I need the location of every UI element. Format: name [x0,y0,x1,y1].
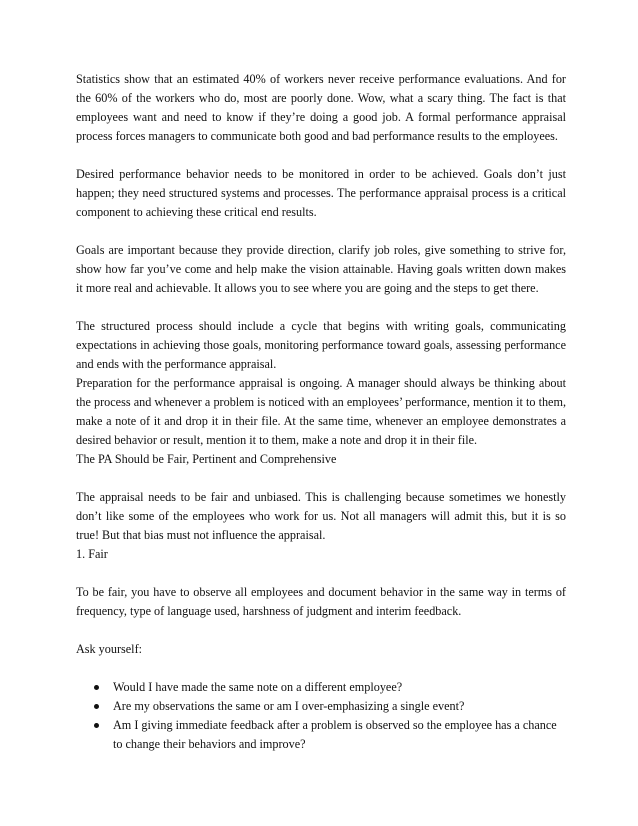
subheading-fair: 1. Fair [76,547,108,561]
question-list [76,678,566,754]
list-item [94,716,566,754]
list-item-text: Are my observations the same or am I over-emphasizing a single event? [113,699,465,713]
bullet-icon [94,685,99,690]
list-item [94,697,566,716]
list-item [94,678,566,697]
list-item-text: Am I giving immediate feedback after a problem is observed so the employee has a chance to change their behaviors and improve? [113,718,557,751]
paragraph-desired-behavior: Desired performance behavior needs to be monitored in order to be achieved. Goals don’t just happen; they need structured systems and processes. The performance appraisal process is a critical component to achieving these critical end results. [76,167,566,219]
paragraph-to-be-fair: To be fair, you have to observe all employees and document behavior in the same way in terms of frequency, type of language used, harshness of judgment and interim feedback. [76,585,566,618]
document-page [76,70,566,754]
list-item-text: Would I have made the same note on a different employee? [113,680,403,694]
bullet-icon [94,704,99,709]
paragraph-ask-yourself: Ask yourself: [76,642,143,656]
section-heading-fair-pertinent: The PA Should be Fair, Pertinent and Comprehensive [76,452,337,466]
paragraph-preparation: Preparation for the performance appraisal is ongoing. A manager should always be thinking about the process and whenever a problem is noticed with an employees’ performance, mention it to them, make a note of it and drop it in their file. At the same time, whenever an employee demonstrates a desired behavior or result, mention it to them, make a note and drop it in their file. [76,376,566,447]
paragraph-goals: Goals are important because they provide direction, clarify job roles, give something to strive for, show how far you’ve come and help make the vision attainable. Having goals written down makes it more real and achievable. It allows you to see where you are going and the steps to get there. [76,243,566,295]
bullet-icon [94,723,99,728]
paragraph-structured-process: The structured process should include a cycle that begins with writing goals, communicating expectations in achieving those goals, monitoring performance toward goals, assessing performance and ends with the performance appraisal. [76,319,566,371]
paragraph-statistics: Statistics show that an estimated 40% of workers never receive performance evaluations. And for the 60% of the workers who do, most are poorly done. Wow, what a scary thing. The fact is that employees want and need to know if they’re doing a good job. A formal performance appraisal process forces managers to communicate both good and bad performance results to the employees. [76,72,566,143]
paragraph-appraisal-fair: The appraisal needs to be fair and unbiased. This is challenging because sometimes we honestly don’t like some of the employees who work for us. Not all managers will admit this, but it is so true! But that bias must not influence the appraisal. [76,490,566,542]
